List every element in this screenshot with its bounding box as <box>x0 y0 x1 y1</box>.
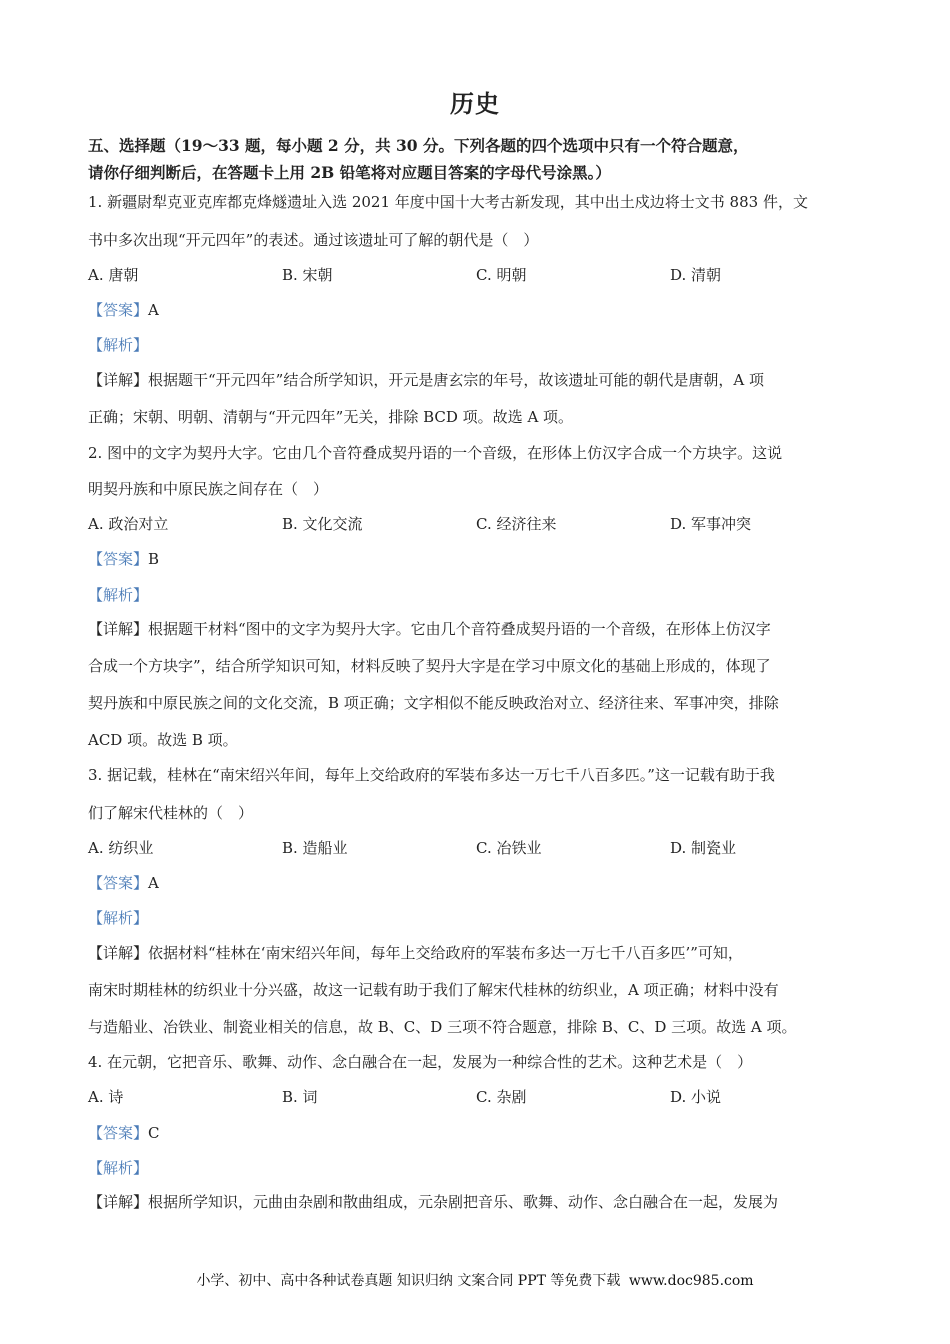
detail-label: 【详解】 <box>88 620 149 638</box>
section-instructions <box>88 132 868 186</box>
answer-label: 【答案】 <box>88 874 149 892</box>
option-d: D. 小说 <box>670 1088 722 1106</box>
option-a: A. 政治对立 <box>88 515 169 533</box>
option-c: C. 杂剧 <box>476 1088 527 1106</box>
option-c: C. 明朝 <box>476 266 527 284</box>
answer-line <box>88 299 159 320</box>
detail-label: 【详解】 <box>88 1193 149 1211</box>
option-b: B. 宋朝 <box>282 266 333 284</box>
answer-label: 【答案】 <box>88 550 149 568</box>
question-stem: 2. 图中的文字为契丹大字。它由几个音符叠成契丹语的一个音级，在形体上仿汉字合成一个方块字。这说 <box>88 444 783 462</box>
detail-text: 根据题干“开元四年”结合所学知识，开元是唐玄宗的年号，故该遗址可能的朝代是唐朝，A 项 <box>148 371 764 389</box>
option-c: C. 冶铁业 <box>476 839 542 857</box>
detail-text: 根据题干材料“图中的文字为契丹大字。它由几个音符叠成契丹语的一个音级，在形体上仿汉字 <box>148 620 771 638</box>
question-stem: 们了解宋代桂林的（ ） <box>88 804 254 822</box>
footer-text: 小学、初中、高中各种试卷真题 知识归纳 文案合同 PPT 等免费下载 <box>196 1273 621 1289</box>
detail-text: 与造船业、冶铁业、制瓷业相关的信息，故 B、C、D 三项不符合题意，排除 B、C、D 三项。故选 A 项。 <box>88 1018 797 1036</box>
option-c: C. 经济往来 <box>476 515 557 533</box>
option-d: D. 制瓷业 <box>670 839 737 857</box>
question-stem: 明契丹族和中原民族之间存在（ ） <box>88 480 329 498</box>
option-b: B. 造船业 <box>282 839 348 857</box>
option-b: B. 文化交流 <box>282 515 363 533</box>
answer-value: B <box>148 550 160 568</box>
detail-text: 契丹族和中原民族之间的文化交流，B 项正确；文字相似不能反映政治对立、经济往来、军事冲突，排除 <box>88 694 779 712</box>
option-b: B. 词 <box>282 1088 318 1106</box>
detail-text: ACD 项。故选 B 项。 <box>88 731 238 749</box>
detail-text: 南宋时期桂林的纺织业十分兴盛，故这一记载有助于我们了解宋代桂林的纺织业，A 项正确；材料中没有 <box>88 981 779 999</box>
detail-text: 依据材料“桂林在‘南宋绍兴年间，每年上交给政府的军装布多达一万七千八百多匹’”可知， <box>148 944 743 962</box>
detail-text: 正确；宋朝、明朝、清朝与“开元四年”无关，排除 BCD 项。故选 A 项。 <box>88 408 574 426</box>
detail-text: 合成一个方块字”，结合所学知识可知，材料反映了契丹大字是在学习中原文化的基础上形成的，体现了 <box>88 657 771 675</box>
detail-label: 【详解】 <box>88 944 149 962</box>
question-stem: 4. 在元朝，它把音乐、歌舞、动作、念白融合在一起，发展为一种综合性的艺术。这种艺术是（ ） <box>88 1053 753 1071</box>
answer-label: 【答案】 <box>88 301 149 319</box>
detail-label: 【详解】 <box>88 371 149 389</box>
option-d: D. 军事冲突 <box>670 515 752 533</box>
question-stem: 书中多次出现“开元四年”的表述。通过该遗址可了解的朝代是（ ） <box>88 231 539 249</box>
analysis-label: 【解析】 <box>88 909 149 927</box>
page-title: 历史 <box>450 89 500 118</box>
analysis-label: 【解析】 <box>88 336 149 354</box>
question-stem: 1. 新疆尉犁克亚克库都克烽燧遗址入选 2021 年度中国十大考古新发现，其中出土戍边将士文书 883 件，文 <box>88 193 808 211</box>
page-footer <box>0 1270 950 1290</box>
answer-value: A <box>148 874 159 892</box>
answer-value: A <box>148 301 159 319</box>
section-line: 请你仔细判断后，在答题卡上用 2B 铅笔将对应题目答案的字母代号涂黑。） <box>88 163 611 182</box>
question-stem: 3. 据记载，桂林在“南宋绍兴年间，每年上交给政府的军装布多达一万七千八百多匹。”这一记载有助于我 <box>88 766 775 784</box>
answer-line <box>88 872 159 893</box>
detail-line <box>88 618 771 639</box>
analysis-label: 【解析】 <box>88 1159 149 1177</box>
option-d: D. 清朝 <box>670 266 722 284</box>
detail-line <box>88 369 764 390</box>
option-a: A. 唐朝 <box>88 266 139 284</box>
option-a: A. 纺织业 <box>88 839 154 857</box>
detail-text: 根据所学知识，元曲由杂剧和散曲组成，元杂剧把音乐、歌舞、动作、念白融合在一起，发展为 <box>148 1193 779 1211</box>
section-line: 五、选择题（19～33 题，每小题 2 分，共 30 分。下列各题的四个选项中只有一个符合题意， <box>88 136 749 155</box>
answer-line <box>88 548 159 569</box>
option-a: A. 诗 <box>88 1088 124 1106</box>
detail-line <box>88 942 743 963</box>
analysis-label: 【解析】 <box>88 586 149 604</box>
footer-link[interactable]: www.doc985.com <box>628 1273 754 1289</box>
answer-value: C <box>148 1124 160 1142</box>
answer-label: 【答案】 <box>88 1124 149 1142</box>
answer-line <box>88 1122 160 1143</box>
detail-line <box>88 1191 778 1212</box>
